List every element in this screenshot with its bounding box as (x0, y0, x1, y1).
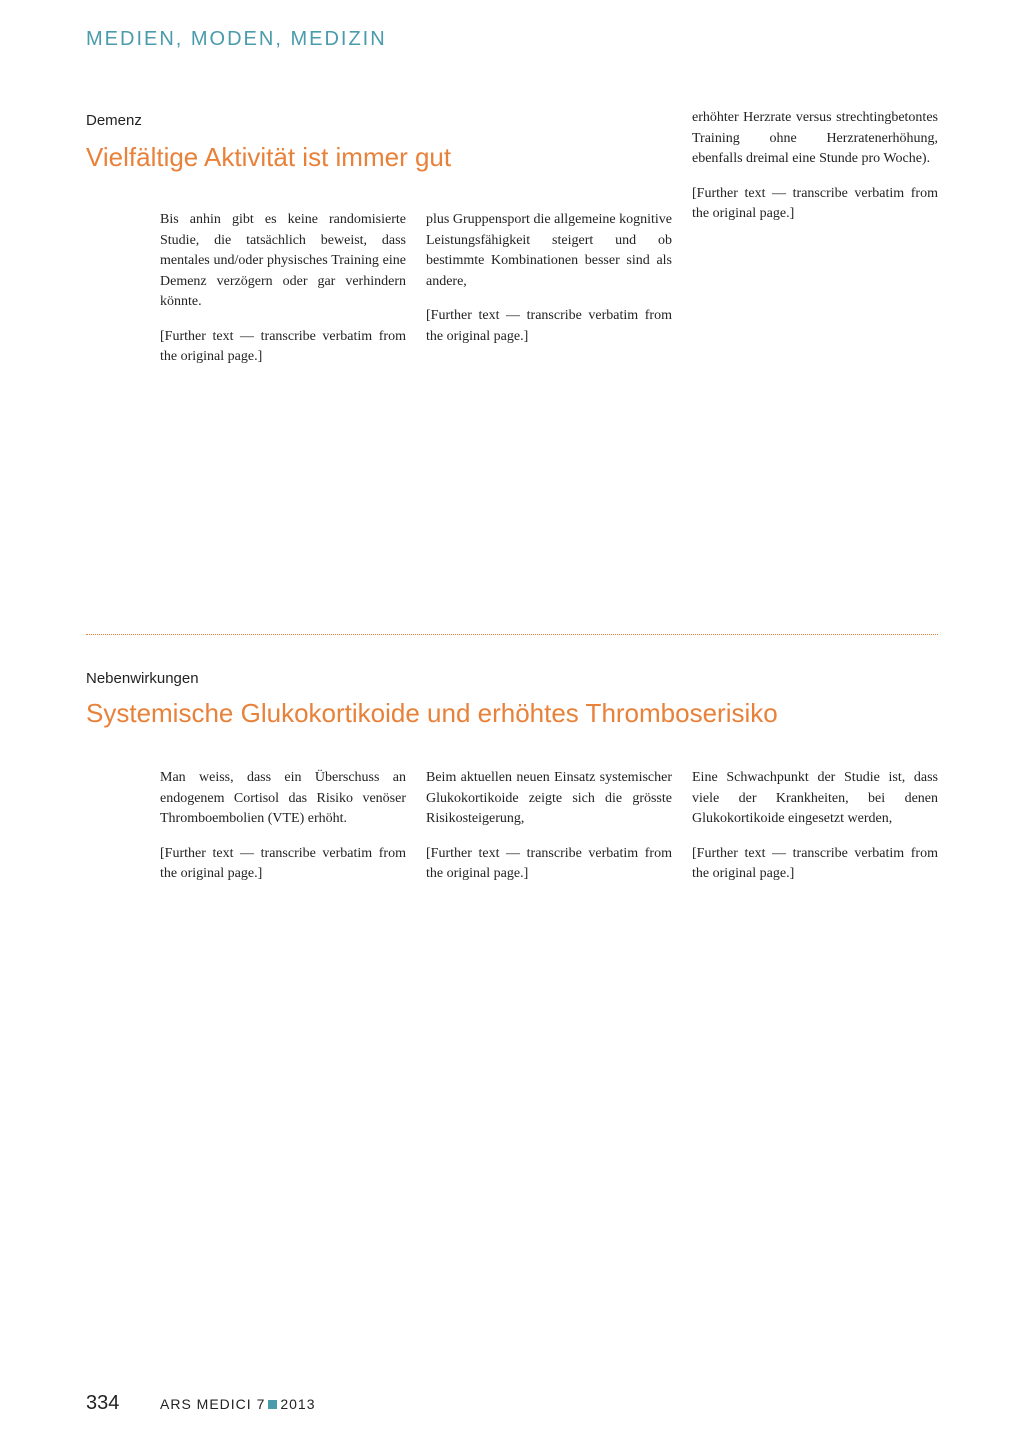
article1-column-1: Bis anhin gibt es keine randomisierte Studie, die tatsächlich beweist, dass mentales und/oder physisches Training eine Demenz verzögern oder gar verhindern könnte. [Further text — transcribe verbatim from the original page.] (160, 212, 406, 364)
journal-name: ARS MEDICI 7 2013 (160, 1396, 316, 1412)
article2-title: Systemische Glukokortikoide und erhöhtes Thromboserisiko (86, 698, 778, 728)
article2-column-3: Eine Schwachpunkt der Studie ist, dass viele der Krankheiten, bei denen Glukokortikoide eingesetzt werden, [Further text — transcribe verbatim from the original page.] (692, 770, 938, 881)
article1-column-2: plus Gruppensport die allgemeine kognitive Leistungsfähigkeit steigert und ob bestimmte Kombinationen besser sind als andere, [Further text — transcribe verbatim from the original page.] (426, 212, 672, 344)
section-header: MEDIEN, MODEN, MEDIZIN (86, 28, 387, 50)
article1-column-3: erhöhter Herzrate versus strechtingbetontes Training ohne Herzratenerhöhung, ebenfalls dreimal eine Stunde pro Woche). [Further text — transcribe verbatim from the original page.] (692, 110, 938, 221)
page-number: 334 (86, 1392, 120, 1414)
article1-title: Vielfältige Aktivität ist immer gut (86, 142, 452, 172)
section-divider (86, 634, 938, 635)
square-icon (268, 1400, 277, 1409)
article1-label: Demenz (86, 112, 142, 129)
article2-label: Nebenwirkungen (86, 670, 199, 687)
article2-column-2: Beim aktuellen neuen Einsatz systemischer Glukokortikoide zeigte sich die grösste Risikosteigerung, [Further text — transcribe verbatim from the original page.] (426, 770, 672, 881)
article2-column-1: Man weiss, dass ein Überschuss an endogenem Cortisol das Risiko venöser Thromboembolien (VTE) erhöht. [Further text — transcribe verbatim from the original page.] (160, 770, 406, 881)
